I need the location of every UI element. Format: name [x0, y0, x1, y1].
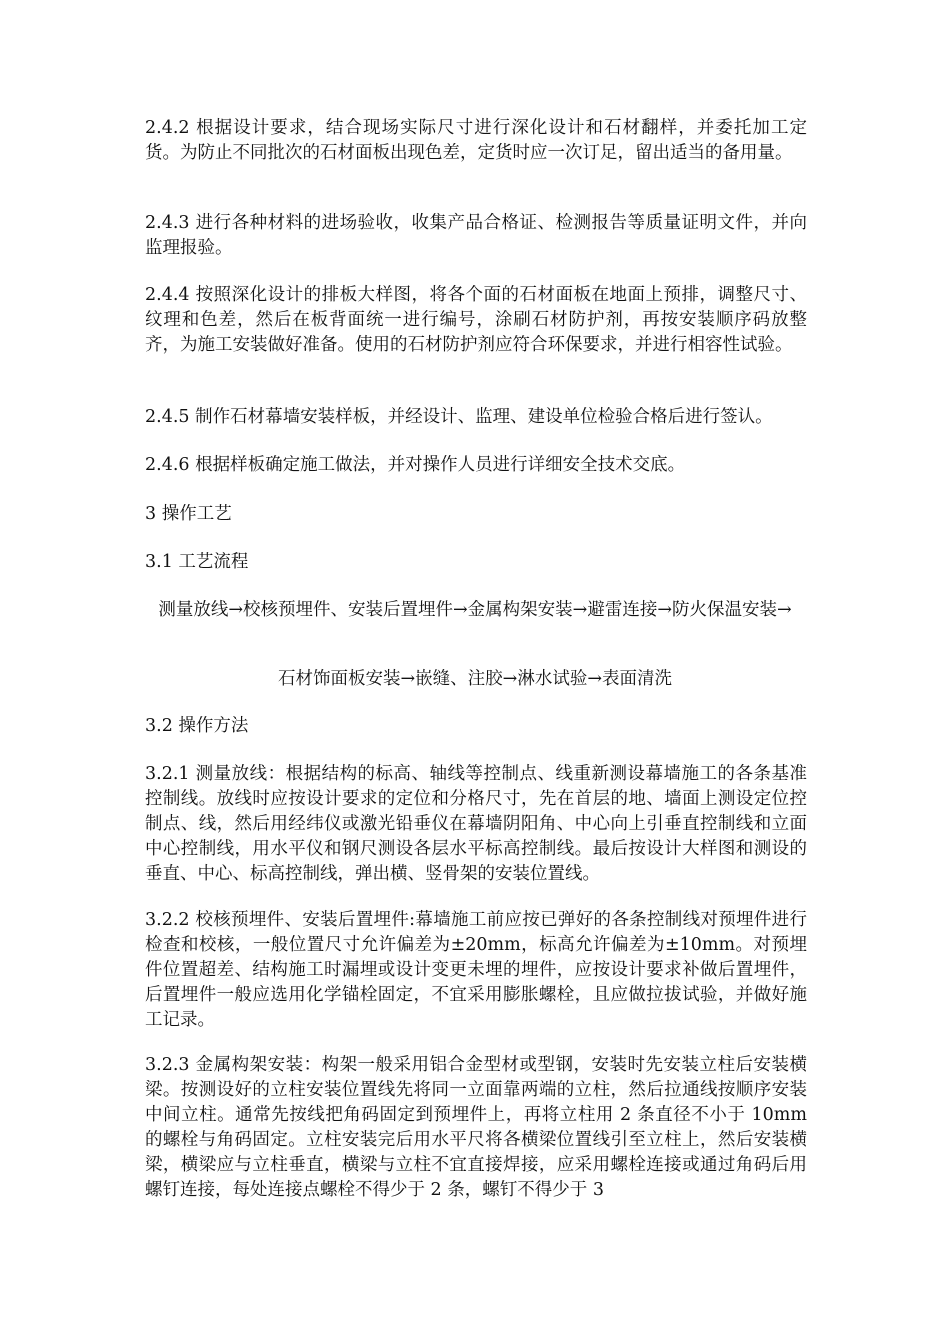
process-flow-line-2: 石材饰面板安装→嵌缝、注胶→淋水试验→表面清洗 [278, 669, 672, 689]
heading-3-1: 3.1 工艺流程 [145, 552, 249, 572]
paragraph-3-2-1: 3.2.1 测量放线：根据结构的标高、轴线等控制点、线重新测设幕墙施工的各条基准控制线。放线时应按设计要求的定位和分格尺寸，先在首层的地、墙面上测设定位控制点、线，然后用经纬仪或激光铅垂仪在幕墙阴阳角、中心向上引垂直控制线和立面中心控制线，用水平仪和钢尺测设各层水平标高控制线。最后按设计大样图和测设的垂直、中心、标高控制线，弹出横、竖骨架的安装位置线。 [145, 764, 807, 884]
paragraph-2-4-6: 2.4.6 根据样板确定施工做法，并对操作人员进行详细安全技术交底。 [145, 455, 686, 475]
paragraph-2-4-5: 2.4.5 制作石材幕墙安装样板，并经设计、监理、建设单位检验合格后进行签认。 [145, 407, 773, 427]
paragraph-2-4-2: 2.4.2 根据设计要求，结合现场实际尺寸进行深化设计和石材翻样，并委托加工定货。为防止不同批次的石材面板出现色差，定货时应一次订足，留出适当的备用量。 [145, 118, 807, 163]
process-flow-line-1: 测量放线→校核预埋件、安装后置埋件→金属构架安装→避雷连接→防火保温安装→ [158, 600, 792, 620]
heading-3: 3 操作工艺 [145, 504, 232, 524]
paragraph-2-4-3: 2.4.3 进行各种材料的进场验收，收集产品合格证、检测报告等质量证明文件，并向监理报验。 [145, 213, 807, 258]
paragraph-2-4-4: 2.4.4 按照深化设计的排板大样图，将各个面的石材面板在地面上预排，调整尺寸、纹理和色差，然后在板背面统一进行编号，涂刷石材防护剂，再按安装顺序码放整齐，为施工安装做好准备。使用的石材防护剂应符合环保要求，并进行相容性试验。 [145, 285, 807, 355]
paragraph-3-2-3: 3.2.3 金属构架安装：构架一般采用铝合金型材或型钢，安装时先安装立柱后安装横梁。按测设好的立柱安装位置线先将同一立面靠两端的立柱，然后拉通线按顺序安装中间立柱。通常先按线把角码固定到预埋件上，再将立柱用 2 条直径不小于 10mm 的螺栓与角码固定。立柱安装完后用水平尺将各横梁位置线引至立柱上，然后安装横梁，横梁应与立柱垂直，横梁与立柱不宜直接焊接，应采用螺栓连接或通过角码后用螺钉连接，每处连接点螺栓不得少于 2 条，螺钉不得少于 3 [145, 1055, 807, 1200]
heading-3-2: 3.2 操作方法 [145, 716, 249, 736]
paragraph-3-2-2: 3.2.2 校核预埋件、安装后置埋件:幕墙施工前应按已弹好的各条控制线对预埋件进行检查和校核，一般位置尺寸允许偏差为±20mm，标高允许偏差为±10mm。对预埋件位置超差、结构施工时漏埋或设计变更未埋的埋件，应按设计要求补做后置埋件，后置埋件一般应选用化学锚栓固定，不宜采用膨胀螺栓，且应做拉拔试验，并做好施工记录。 [145, 910, 807, 1030]
